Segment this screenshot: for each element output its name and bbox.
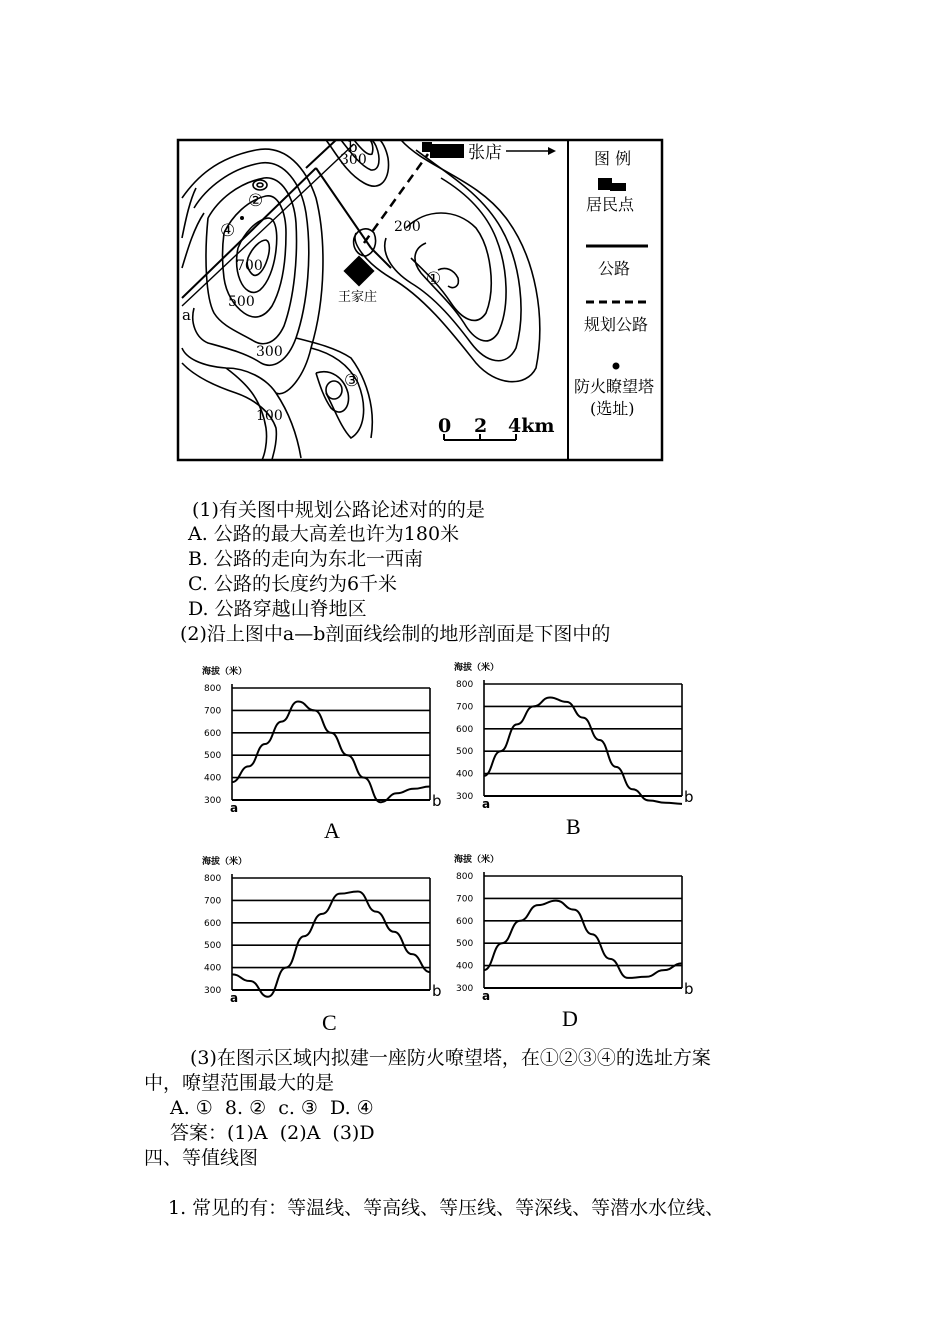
profile-label-a: A (324, 818, 340, 843)
profile-tick-700: 700 (456, 894, 474, 905)
profile-x-end: b (432, 792, 442, 810)
profile-tick-700: 700 (204, 706, 222, 717)
profile-tick-600: 600 (204, 918, 222, 929)
profile-tick-300: 300 (204, 796, 222, 806)
arrow-head-icon (548, 147, 556, 155)
profile-tick-500: 500 (456, 747, 474, 758)
settlement-zhangdian-part (422, 142, 432, 152)
contour-label-200: 200 (394, 219, 421, 235)
profile-curve-a (232, 701, 430, 802)
profile-x-end: b (432, 982, 442, 1000)
profile-x-start: a (230, 991, 239, 1005)
map-legend (574, 149, 654, 418)
section-heading: 四、等值线图 (144, 1147, 259, 1169)
scale-bar (438, 415, 555, 440)
legend-title: 图 例 (594, 149, 632, 168)
legend-tower-sublabel: (选址) (590, 399, 635, 418)
town-wangjiazhuang-label: 王家庄 (338, 290, 378, 305)
profile-tick-800: 800 (456, 872, 474, 882)
site-3-label: ③ (344, 371, 360, 391)
legend-tower-label: 防火瞭望塔 (574, 377, 655, 396)
scale-4km: 4km (508, 415, 555, 437)
profile-curve-c (232, 891, 430, 996)
profile-tick-700: 700 (456, 702, 474, 713)
site-2-label: ② (248, 191, 264, 211)
site-1-label: ① (426, 269, 442, 289)
section-item-1: 1. 常见的有：等温线、等高线、等压线、等深线、等潜水水位线、 (168, 1197, 725, 1219)
scale-0: 0 (438, 415, 452, 437)
profile-x-start: a (230, 801, 239, 815)
site-4-label: ④ (220, 221, 236, 241)
settlement-zhangdian (430, 144, 464, 158)
q1-option-a: A. 公路的最大高差也许为180米 (188, 523, 460, 545)
profile-x-start: a (482, 797, 491, 811)
profile-tick-300: 300 (204, 986, 222, 996)
profile-tick-300: 300 (456, 984, 474, 994)
profile-tick-800: 800 (456, 680, 474, 690)
topographic-map (176, 138, 664, 462)
profile-chart-d (452, 848, 702, 1003)
profile-tick-700: 700 (204, 896, 222, 907)
profile-tick-400: 400 (456, 769, 474, 780)
q1-option-c: C. 公路的长度约为6千米 (188, 573, 398, 595)
scale-2: 2 (474, 415, 488, 437)
profile-chart-c (200, 850, 450, 1005)
map-figure (176, 138, 664, 462)
q3-stem-line1: (3)在图示区域内拟建一座防火嘹望塔，在①②③④的选址方案 (190, 1047, 711, 1069)
profile-tick-500: 500 (204, 751, 222, 762)
contour-label-300-south: 300 (256, 344, 283, 360)
settlement-wangjiazhuang (343, 255, 374, 286)
profile-label-b: B (566, 814, 581, 839)
town-zhangdian-label: 张店 (468, 143, 502, 163)
contour-label-500: 500 (228, 294, 255, 310)
contour-label-700: 700 (236, 258, 263, 274)
profile-tick-400: 400 (456, 961, 474, 972)
profile-tick-400: 400 (204, 963, 222, 974)
legend-settlement-icon (598, 178, 612, 190)
profile-x-start: a (482, 989, 491, 1003)
legend-settlement-icon-part (610, 183, 626, 191)
profile-y-title-d: 海拔（米） (454, 855, 500, 865)
point-b-label: b (348, 138, 358, 156)
legend-road-label: 公路 (598, 259, 631, 278)
profile-tick-600: 600 (456, 916, 474, 927)
profile-tick-600: 600 (204, 728, 222, 739)
profile-tick-500: 500 (204, 941, 222, 952)
q1-option-d: D. 公路穿越山脊地区 (188, 598, 367, 620)
q3-options: A. ① 8. ② c. ③ D. ④ (170, 1097, 374, 1119)
profile-label-d: D (562, 1006, 578, 1031)
profile-chart-a (200, 660, 442, 815)
q2-stem: (2)沿上图中a—b剖面线绘制的地形剖面是下图中的 (180, 623, 611, 645)
profile-x-end: b (684, 788, 694, 806)
profile-tick-300: 300 (456, 792, 474, 802)
q1-stem: (1)有关图中规划公路论述对的的是 (192, 499, 485, 521)
profile-tick-600: 600 (456, 724, 474, 735)
q3-stem-line2: 中，嘹望范围最大的是 (144, 1072, 335, 1094)
legend-planned-road-label: 规划公路 (584, 315, 649, 334)
profile-tick-500: 500 (456, 939, 474, 950)
q1-option-b: B. 公路的走向为东北一西南 (188, 548, 424, 570)
legend-settlement-label: 居民点 (586, 195, 635, 214)
profile-y-title-a: 海拔（米） (202, 667, 248, 677)
contour-label-300-north: 300 (340, 152, 367, 168)
profile-chart-b (452, 656, 694, 811)
answer-line: 答案：(1)A (2)A (3)D (170, 1122, 375, 1144)
contour-label-100: 100 (256, 408, 283, 424)
profile-y-title-b: 海拔（米） (454, 663, 500, 673)
legend-tower-icon (613, 363, 620, 370)
point-a-label: a (182, 306, 191, 324)
profile-tick-800: 800 (204, 874, 222, 884)
profile-tick-400: 400 (204, 773, 222, 784)
profile-tick-800: 800 (204, 684, 222, 694)
profile-x-end: b (684, 980, 694, 998)
profile-label-c: C (322, 1010, 337, 1035)
profile-y-title-c: 海拔（米） (202, 857, 248, 867)
tower-site-dot (240, 216, 244, 220)
